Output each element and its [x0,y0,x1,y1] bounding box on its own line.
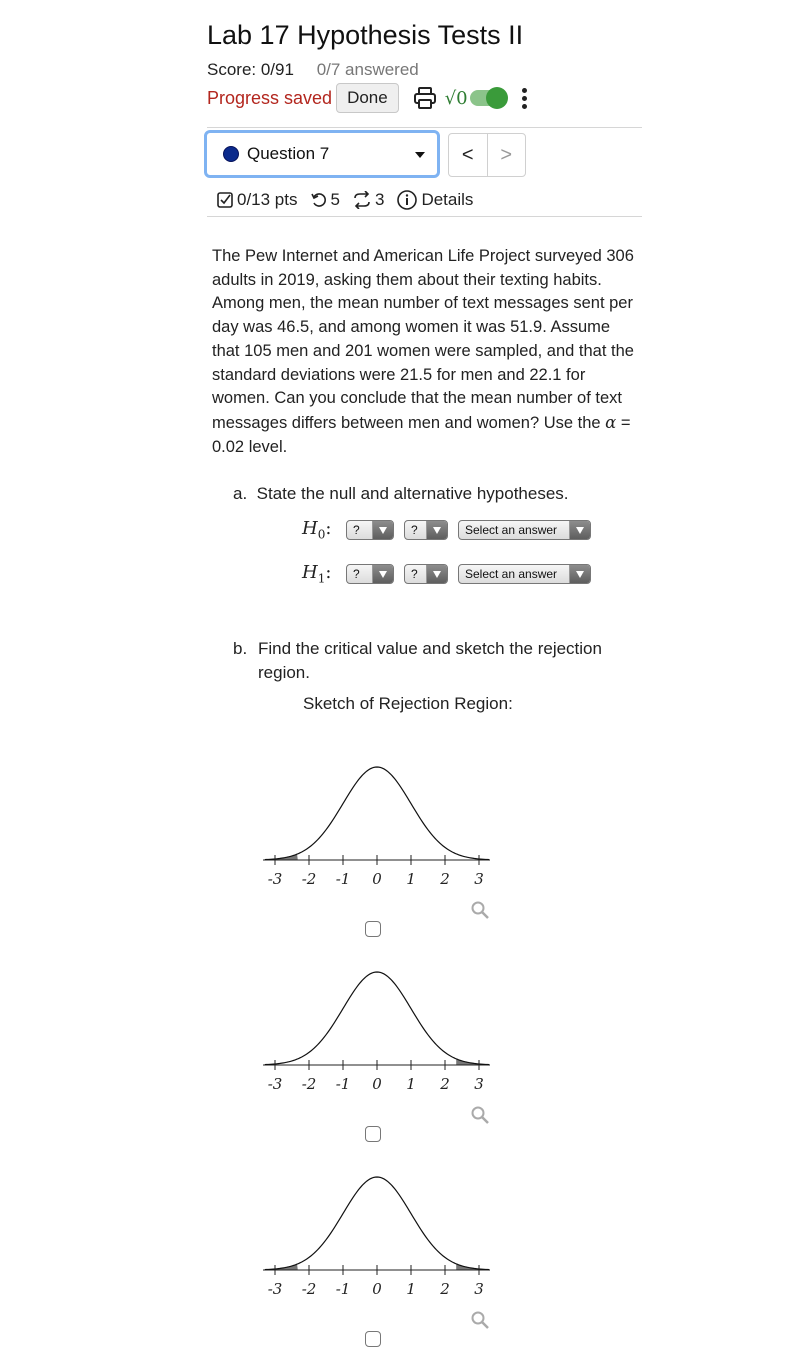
h0-parameter-select[interactable]: ? [346,520,394,540]
divider [207,216,642,217]
retries-count: 5 [330,190,340,209]
question-select-label: Question 7 [247,144,330,163]
zoom-icon[interactable] [470,1310,490,1330]
tick-label: -2 [301,1075,317,1092]
score-row [207,60,419,80]
toggle-switch[interactable] [470,90,504,106]
math-entry-toggle[interactable] [445,88,504,109]
normal-curve-graph [258,1167,498,1297]
dropdown-arrow-icon [569,565,590,583]
points-badge [216,190,298,210]
normal-curve [265,972,489,1065]
divider [207,127,642,128]
part-a-prompt [233,484,569,504]
sketch-option-checkbox[interactable] [365,921,381,937]
info-icon [396,189,418,211]
tick-label: 2 [440,870,450,887]
tick-label: -1 [335,870,351,887]
h1-answer-select[interactable]: Select an answer [458,564,591,584]
caret-down-icon [415,152,425,158]
done-button[interactable]: Done [336,83,399,113]
sqrt-icon: √0 [444,87,468,109]
h1-parameter-select[interactable]: ? [346,564,394,584]
answered-count: 0/7 answered [316,60,419,79]
details-label: Details [421,190,474,209]
h1-label: $H_1$: [302,562,332,586]
page-title: Lab 17 Hypothesis Tests II [207,20,524,50]
tick-label: -3 [267,1280,283,1297]
sketch-option-two-tail [258,1167,498,1297]
tick-label: -3 [267,870,283,887]
tick-label: 0 [372,1280,382,1297]
undo-icon [310,191,328,209]
tick-label: 1 [406,1075,416,1092]
tick-label: 3 [474,870,484,887]
tick-label: 0 [372,1075,382,1092]
tick-label: -3 [267,1075,283,1092]
tick-label: 3 [474,1075,484,1092]
tick-label: -1 [335,1280,351,1297]
tick-label: -2 [301,870,317,887]
normal-curve [265,1177,489,1270]
h0-operator-select[interactable]: ? [404,520,448,540]
attempts-badge [352,190,384,210]
progress-row [207,82,528,114]
tick-label: 0 [372,870,382,887]
part-a-text: State the null and alternative hypotheses. [256,484,569,503]
tick-label: 2 [440,1075,450,1092]
h1-operator-select[interactable]: ? [404,564,448,584]
attempts-count: 3 [374,190,385,209]
h0-label: $H_0$: [302,518,332,542]
dropdown-arrow-icon [372,565,393,583]
repeat-icon [352,191,372,209]
zoom-icon[interactable] [470,900,490,920]
h0-answer-select[interactable]: Select an answer [458,520,591,540]
sketch-option-left-tail [258,757,498,887]
tick-label: -2 [301,1280,317,1297]
retries-badge [310,190,340,210]
part-b-label: b. [233,639,248,658]
normal-curve [265,767,489,860]
previous-question-button[interactable]: < [461,143,474,166]
dropdown-arrow-icon [372,521,393,539]
question-nav-buttons [448,133,526,177]
alpha-level-text: = 0.02 level. [212,413,631,456]
tick-label: -1 [335,1075,351,1092]
points-text: 0/13 pts [237,190,298,209]
print-icon[interactable] [413,86,437,110]
null-hypothesis-row [302,517,601,543]
sketch-option-checkbox[interactable] [365,1331,381,1347]
sketch-option-checkbox[interactable] [365,1126,381,1142]
question-meta [216,186,485,214]
normal-curve-graph [258,757,498,887]
tick-label: 3 [474,1280,484,1297]
question-select[interactable] [204,130,440,178]
part-b-prompt [233,637,633,685]
part-b-text: Find the critical value and sketch the rejection region. [258,639,602,682]
tick-label: 1 [406,870,416,887]
tick-label: 2 [440,1280,450,1297]
details-link[interactable] [396,189,473,211]
more-options-icon[interactable] [522,88,528,109]
zoom-icon[interactable] [470,1105,490,1125]
dropdown-arrow-icon [426,521,447,539]
checkbox-icon [216,191,234,209]
alpha-symbol: α [605,412,617,432]
problem-text: The Pew Internet and American Life Project surveyed 306 adults in 2019, asking them about their texting habits. Among men, the mean number of text messages sent per day was 46.5, and among women it was 51.9. Assume that 105 men and 201 women were sampled, and that the standard deviations were 21.5 for men and 22.1 for women. Can you conclude that the mean number of text messages differs between men and women? Use the [212,247,634,432]
problem-statement [212,245,642,459]
dropdown-arrow-icon [569,521,590,539]
score-text: Score: 0/91 [207,60,294,79]
progress-saved-status: Progress saved [207,87,333,108]
normal-curve-graph [258,962,498,1092]
dropdown-arrow-icon [426,565,447,583]
sketch-label: Sketch of Rejection Region: [303,694,513,713]
part-a-label: a. [233,484,248,503]
alternative-hypothesis-row [302,561,601,587]
tick-label: 1 [406,1280,416,1297]
status-dot-icon [223,146,239,162]
sketch-option-right-tail [258,962,498,1092]
next-question-button[interactable]: > [487,134,526,176]
